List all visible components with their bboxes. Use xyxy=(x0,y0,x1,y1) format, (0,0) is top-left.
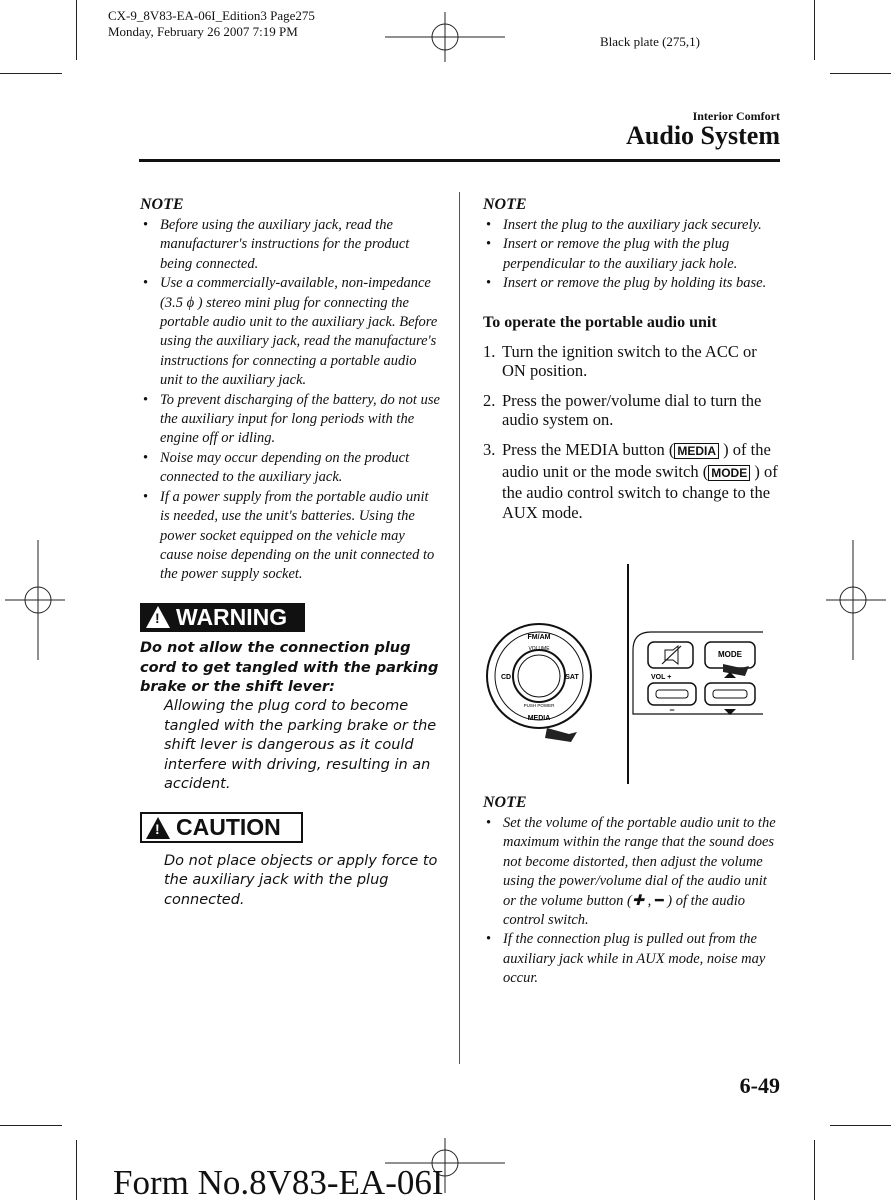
print-metadata xyxy=(108,8,315,40)
left-column xyxy=(140,196,440,910)
list-item: • Set the volume of the portable audio unit to the maximum within the range that the sound does not become distorted, then adjust the volume using the power/volume dial of the audio unit or the volume button (✚ , ━ ) of the audio control switch. xyxy=(483,814,783,930)
step-item xyxy=(483,440,783,522)
note-list xyxy=(483,814,783,989)
list-item: • Insert or remove the plug with the plug perpendicular to the auxiliary jack hole. xyxy=(483,235,783,274)
note-list xyxy=(483,216,783,294)
meta-line-1: CX-9_8V83-EA-06I_Edition3 Page275 xyxy=(108,8,315,23)
meta-line-2: Monday, February 26 2007 7:19 PM xyxy=(108,24,298,39)
caution-badge xyxy=(140,812,303,843)
dial-label-right: SAT xyxy=(565,674,579,681)
dial-label-arc-top: VOLUME xyxy=(528,646,550,652)
vol-label: VOL + xyxy=(651,674,672,681)
right-column xyxy=(483,196,783,532)
dial-label-top: FM/AM xyxy=(527,634,551,641)
step-number: 2. xyxy=(483,390,496,410)
page-number: 6-49 xyxy=(739,1073,780,1098)
list-item: • Use a commercially-available, non-impedance (3.5 ϕ ) stereo mini plug for connecting the portable audio unit to the auxiliary jack. Before using the auxiliary jack, read the manufacture's instructions for connecting a portable audio unit to the auxiliary jack. xyxy=(140,274,440,390)
note-list xyxy=(140,216,440,585)
warning-label: WARNING xyxy=(176,603,288,630)
caution-triangle-icon: ! xyxy=(146,817,170,839)
registration-mark-right xyxy=(826,540,886,660)
audio-control-diagram xyxy=(483,564,783,784)
registration-mark-left xyxy=(5,540,65,660)
plate-label: Black plate (275,1) xyxy=(600,34,700,49)
crop-mark xyxy=(830,1125,891,1126)
warning-badge xyxy=(140,603,305,632)
audio-dial xyxy=(487,624,591,742)
step-list xyxy=(483,342,783,523)
page-title: Audio System xyxy=(626,121,780,150)
steering-switch-panel xyxy=(633,632,763,715)
crop-mark xyxy=(814,1140,815,1200)
dial-label-arc-bottom: PUSH POWER xyxy=(523,703,555,708)
registration-mark-top xyxy=(385,12,505,62)
caution-body: Do not place objects or apply force to the auxiliary jack with the plug connected. xyxy=(164,852,438,908)
mode-button-icon: MODE xyxy=(708,465,750,481)
crop-mark xyxy=(76,1140,77,1200)
note-heading: NOTE xyxy=(483,794,527,811)
note-heading: NOTE xyxy=(140,196,184,213)
dial-label-left: CD xyxy=(500,674,512,681)
list-item: • If a power supply from the portable audio unit is needed, use the unit's batteries. Using the power socket equipped on the vehicle may cause noise depending on the unit connected to the power supply socket. xyxy=(140,488,440,585)
step-text-post: ) of the audio control switch to change to the AUX mode. xyxy=(502,461,778,522)
list-item: • To prevent discharging of the battery, do not use the auxiliary input for long periods with the engine off or idling. xyxy=(140,391,440,449)
warning-triangle-icon: ! xyxy=(146,606,170,628)
header-rule xyxy=(139,159,780,162)
mute-button xyxy=(648,642,693,668)
step-number: 3. xyxy=(483,440,496,459)
crop-mark xyxy=(0,73,62,74)
minus-label: − xyxy=(669,705,675,715)
crop-mark xyxy=(830,73,891,74)
list-item: • Noise may occur depending on the product connected to the auxiliary jack. xyxy=(140,449,440,488)
note-block-2 xyxy=(483,794,783,989)
pointing-hand-icon xyxy=(545,728,577,742)
column-separator xyxy=(459,192,460,1064)
media-button-icon: MEDIA xyxy=(674,443,719,459)
step-number: 1. xyxy=(483,341,496,361)
step-text-pre: Press the MEDIA button ( xyxy=(502,440,675,459)
section-label: Interior Comfort xyxy=(692,109,780,123)
warning-lead: Do not allow the connection plug cord to get tangled with the parking brake or the shift lever: xyxy=(140,640,439,696)
mode-label: MODE xyxy=(718,650,742,659)
step-text: Turn the ignition switch to the ACC or ON position. xyxy=(502,341,757,381)
step-item xyxy=(483,342,783,381)
crop-mark xyxy=(0,1125,62,1126)
dial-label-bottom: MEDIA xyxy=(527,715,551,722)
list-item: • Insert the plug to the auxiliary jack securely. xyxy=(483,216,783,235)
step-text-mid: ) of the audio unit or the mode switch ( xyxy=(502,440,771,481)
warning-body: Allowing the plug cord to become tangled with the parking brake or the shift lever is dangerous as it could interfere with driving, resulting in an accident. xyxy=(164,698,437,793)
list-item: • If the connection plug is pulled out from the auxiliary jack while in AUX mode, noise may occur. xyxy=(483,930,783,988)
step-text: Press the power/volume dial to turn the audio system on. xyxy=(502,390,762,430)
list-item: • Before using the auxiliary jack, read the manufacturer's instructions for the product being connected. xyxy=(140,216,440,274)
volume-button xyxy=(648,683,696,705)
crop-mark xyxy=(76,0,77,60)
caution-label: CAUTION xyxy=(176,814,281,841)
procedure-heading: To operate the portable audio unit xyxy=(483,313,717,331)
crop-mark xyxy=(814,0,815,60)
note-heading: NOTE xyxy=(483,196,527,213)
form-number: Form No.8V83-EA-06I xyxy=(113,1163,444,1202)
list-item: • Insert or remove the plug by holding its base. xyxy=(483,274,783,293)
step-item xyxy=(483,391,783,430)
